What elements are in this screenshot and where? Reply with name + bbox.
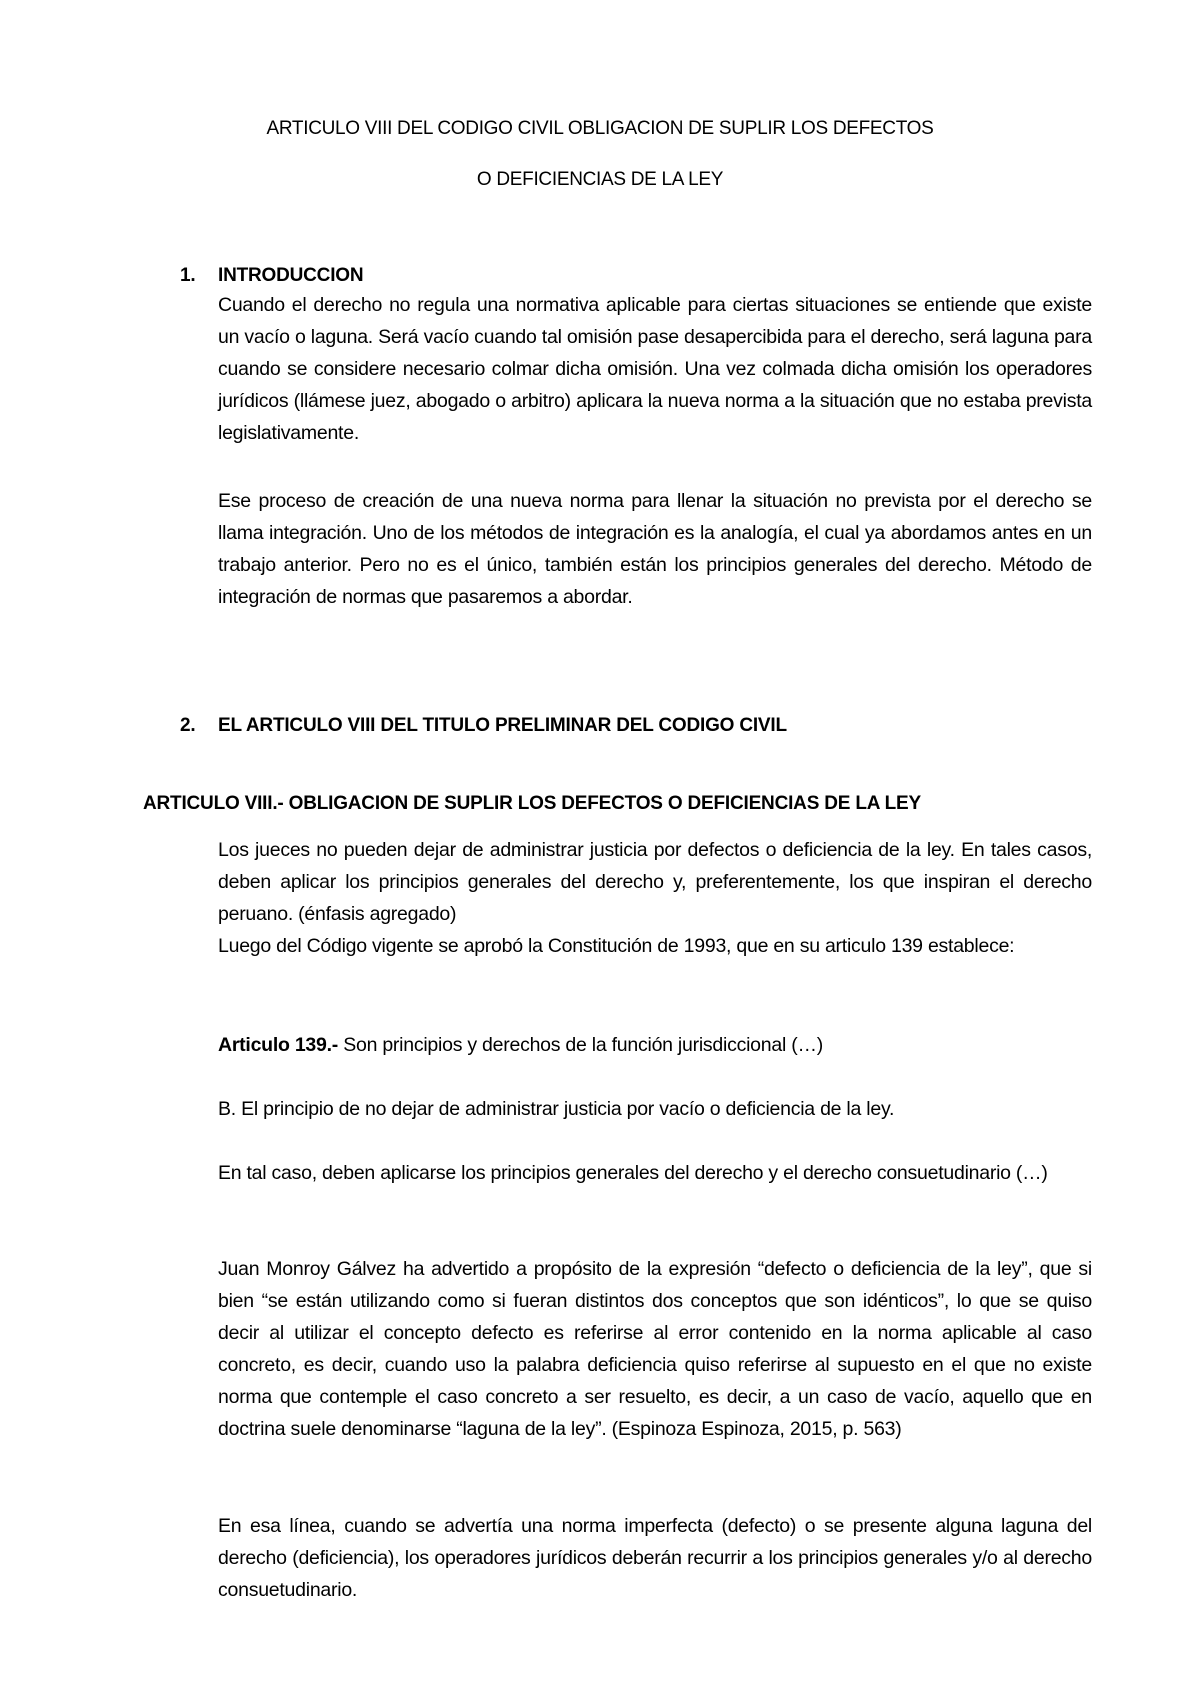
closing-paragraph xyxy=(218,1510,1092,1606)
principle-b-text: B. El principio de no dejar de administrar justicia por vacío o deficiencia de la ley. xyxy=(218,1098,895,1120)
section-1-heading: INTRODUCCION xyxy=(218,265,364,286)
monroy-paragraph xyxy=(218,1253,1092,1445)
intro-paragraph-2 xyxy=(218,485,1092,613)
monroy-paragraph-text: Juan Monroy Gálvez ha advertido a propósito de la expresión “defecto o deficiencia de la ley”, que si bien “se están utilizando como si fueran distintos dos conceptos que son idénticos”, lo que se quiso decir al utilizar el concepto defecto es referirse al error contenido en la norma aplicable al caso concreto, es decir, cuando uso la palabra deficiencia quiso referirse al supuesto en el que no existe norma que contemple el caso concreto a ser resuelto, es decir, a un caso de vacío, aquello que en doctrina suele denominarse “laguna de la ley”. (Espinoza Espinoza, 2015, p. 563) xyxy=(218,1258,1092,1440)
closing-paragraph-text: En esa línea, cuando se advertía una norma imperfecta (defecto) o se presente alguna laguna del derecho (deficiencia), los operadores jurídicos deberán recurrir a los principios generales y/o al derecho consuetudinario. xyxy=(218,1515,1092,1601)
document-title-line-2: O DEFICIENCIAS DE LA LEY xyxy=(476,169,724,190)
article-viii-heading: ARTICULO VIII.- OBLIGACION DE SUPLIR LOS DEFECTOS O DEFICIENCIAS DE LA LEY xyxy=(143,793,921,814)
principle-b xyxy=(218,1093,1092,1125)
principle-case-text: En tal caso, deben aplicarse los principios generales del derecho y el derecho consuetudinario (…) xyxy=(218,1162,1048,1184)
section-2-heading: EL ARTICULO VIII DEL TITULO PRELIMINAR DEL CODIGO CIVIL xyxy=(218,715,787,736)
intro-paragraph-2-text: Ese proceso de creación de una nueva norma para llenar la situación no prevista por el derecho se llama integración. Uno de los métodos de integración es la analogía, el cual ya abordamos antes en un trabajo anterior. Pero no es el único, también están los principios generales del derecho. Método de integración de normas que pasaremos a abordar. xyxy=(218,490,1092,608)
section-2-number: 2. xyxy=(180,715,196,736)
article-139-line xyxy=(218,1029,1092,1061)
article-139-text: Son principios y derechos de la función jurisdiccional (…) xyxy=(338,1034,823,1056)
section-1-number: 1. xyxy=(180,265,196,286)
document-title-line-1: ARTICULO VIII DEL CODIGO CIVIL OBLIGACION DE SUPLIR LOS DEFECTOS xyxy=(266,118,934,139)
intro-paragraph-1 xyxy=(218,289,1092,449)
intro-paragraph-1-text: Cuando el derecho no regula una normativa aplicable para ciertas situaciones se entiende que existe un vacío o laguna. Será vacío cuando tal omisión pase desapercibida para el derecho, será laguna para cuando se considere necesario colmar dicha omisión. Una vez colmada dicha omisión los operadores jurídicos (llámese juez, abogado o arbitro) aplicara la nueva norma a la situación que no estaba prevista legislativamente. xyxy=(218,294,1092,444)
article-139-label: Articulo 139.- xyxy=(218,1034,339,1056)
principle-case xyxy=(218,1157,1092,1189)
constitution-intro: Luego del Código vigente se aprobó la Constitución de 1993, que en su articulo 139 establece: xyxy=(218,935,1015,957)
article-viii-text-block xyxy=(218,834,1092,962)
article-viii-text: Los jueces no pueden dejar de administrar justicia por defectos o deficiencia de la ley. En tales casos, deben aplicar los principios generales del derecho y, preferentemente, los que inspiran el derecho peruano. (énfasis agregado) xyxy=(218,839,1092,925)
